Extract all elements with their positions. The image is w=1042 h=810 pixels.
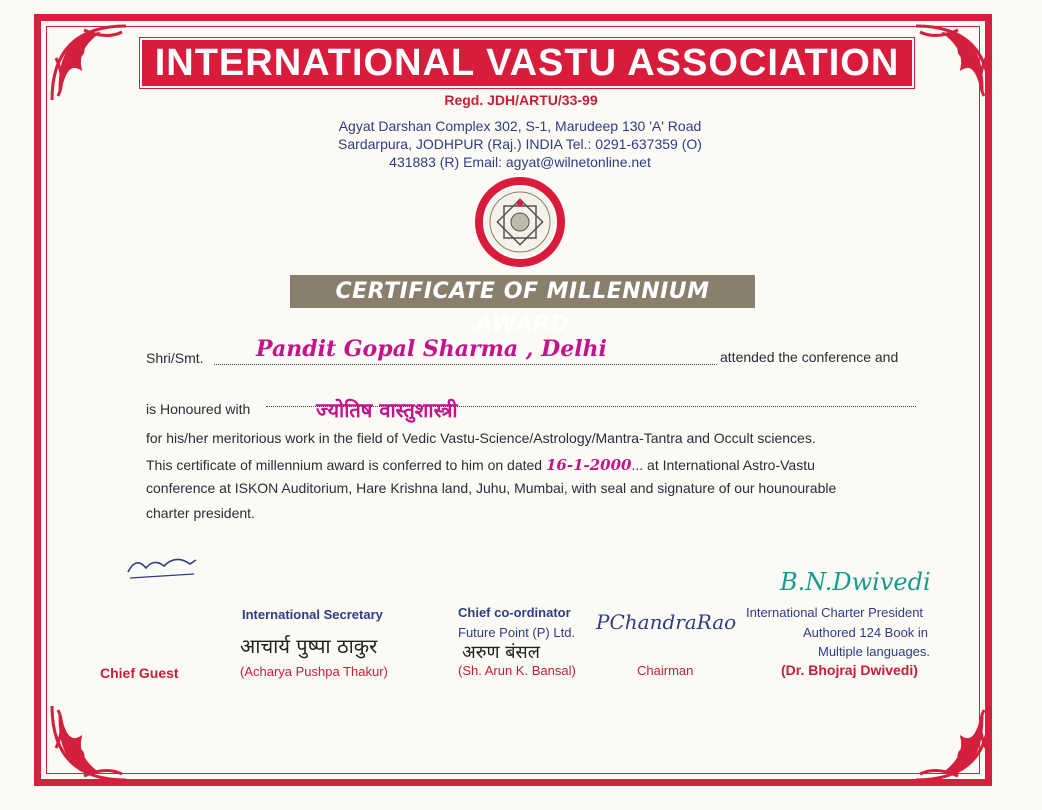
recipient-name: Pandit Gopal Sharma , Delhi xyxy=(256,336,607,362)
shri-label: Shri/Smt. xyxy=(146,350,204,366)
body-line-4: charter president. xyxy=(146,505,255,521)
secretary-name: (Acharya Pushpa Thakur) xyxy=(240,664,388,679)
president-title: International Charter President xyxy=(746,605,924,620)
coordinator-signature: अरुण बंसल xyxy=(462,642,540,663)
president-books: Authored 124 Book in xyxy=(803,625,929,640)
honoured-label: is Honoured with xyxy=(146,401,251,417)
body-line-1: for his/her meritorious work in the field of Vedic Vastu-Science/Astrology/Mantra-Tantra and Occult sciences. xyxy=(146,430,816,446)
attended-text: attended the conference and xyxy=(720,349,899,365)
corner-ornament-icon xyxy=(910,700,996,786)
award-title: ज्योतिष वास्तुशास्त्री xyxy=(316,398,458,422)
address-line: Agyat Darshan Complex 302, S-1, Marudeep 130 'A' Road xyxy=(338,118,702,134)
body-line-3: conference at ISKON Auditorium, Hare Krishna land, Juhu, Mumbai, with seal and signature of our hounourable xyxy=(146,480,837,496)
registration-number: Regd. JDH/ARTU/33-99 xyxy=(444,92,598,108)
corner-ornament-icon xyxy=(46,700,132,786)
body-line-2-prefix: This certificate of millennium award is conferred to him on dated xyxy=(146,457,543,473)
seal-emblem-icon xyxy=(474,176,566,268)
association-title: INTERNATIONAL VASTU ASSOCIATION xyxy=(140,38,914,88)
president-name: (Dr. Bhojraj Dwivedi) xyxy=(781,662,918,678)
coordinator-name: (Sh. Arun K. Bansal) xyxy=(458,663,576,678)
address-line: Sardarpura, JODHPUR (Raj.) INDIA Tel.: 0291-637359 (O) xyxy=(338,136,702,152)
chief-guest-label: Chief Guest xyxy=(100,665,179,681)
name-line xyxy=(214,364,717,365)
chairman-signature: PChandraRao xyxy=(596,610,737,634)
chairman-label: Chairman xyxy=(637,663,694,678)
secretary-signature: आचार्य पुष्पा ठाकुर xyxy=(240,634,378,658)
president-signature: B.N.Dwivedi xyxy=(780,568,931,596)
address-block xyxy=(300,117,740,171)
address-line: 431883 (R) Email: agyat@wilnetonline.net xyxy=(389,154,651,170)
coordinator-title: Chief co-ordinator xyxy=(458,605,571,620)
president-languages: Multiple languages. xyxy=(818,644,931,659)
body-line-2 xyxy=(146,456,815,474)
chief-guest-signature-icon xyxy=(124,552,204,582)
secretary-title: International Secretary xyxy=(242,607,383,622)
award-date: 16-1-2000 xyxy=(545,456,632,474)
coordinator-org: Future Point (P) Ltd. xyxy=(458,625,576,640)
certificate-title: CERTIFICATE OF MILLENNIUM AWARD xyxy=(290,275,755,308)
body-line-2-suffix: ... at International Astro-Vastu xyxy=(631,457,815,473)
